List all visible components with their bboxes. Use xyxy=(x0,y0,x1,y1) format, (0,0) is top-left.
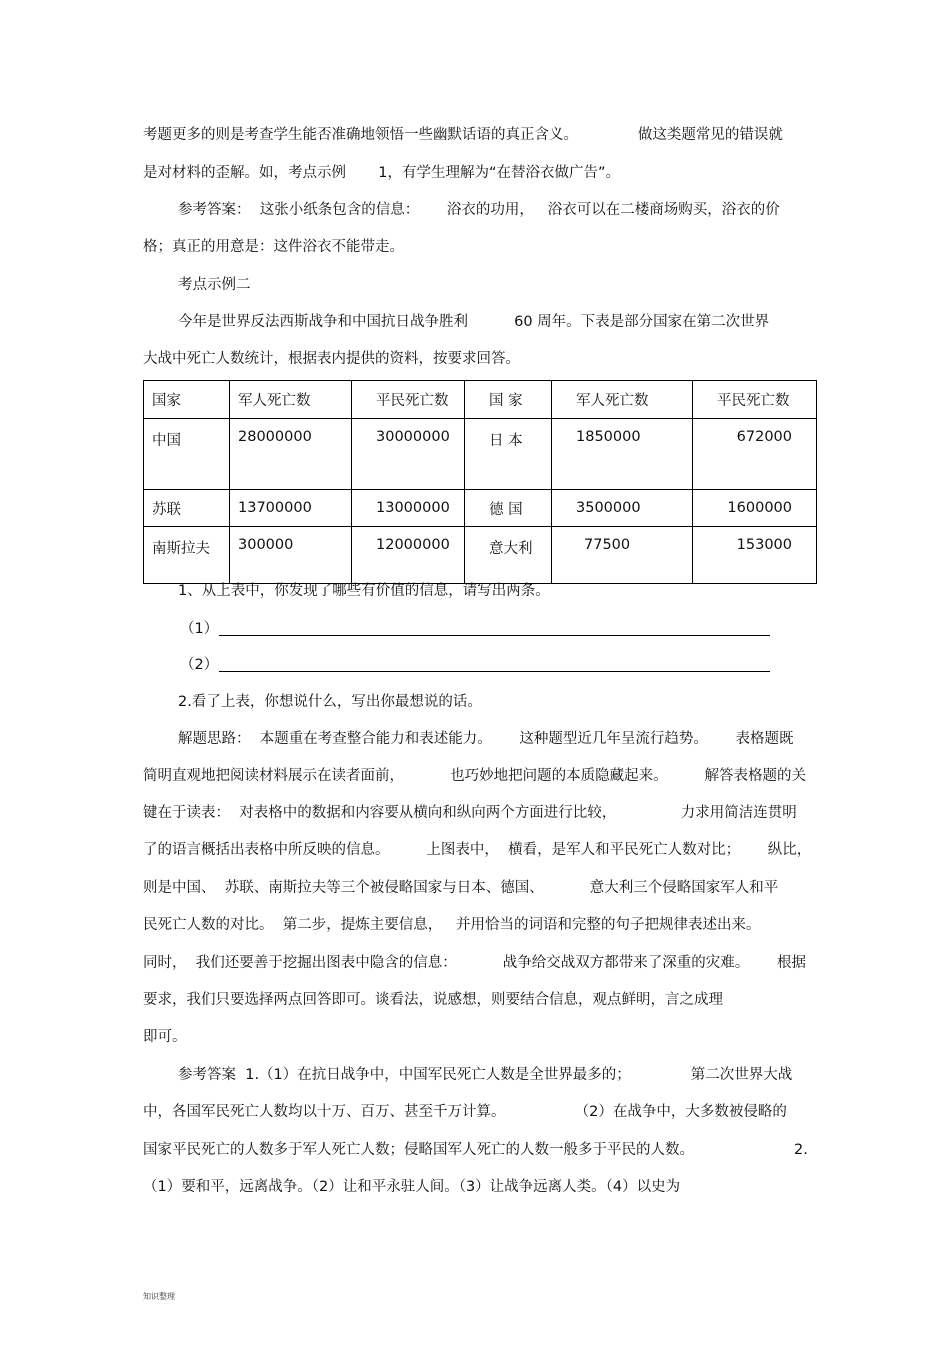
table-cell: 南斯拉夫 xyxy=(144,527,230,584)
table-header: 平民死亡数 xyxy=(693,381,817,419)
answer-line-number: 2. xyxy=(794,1142,808,1158)
paragraph-line: 今年是世界反法西斯战争和中国抗日战争胜利 60 周年。下表是部分国家在第二次世界 xyxy=(178,314,770,330)
table-cell: 3500000 xyxy=(552,490,693,527)
analysis-line: 同时， 我们还要善于挖掘出图表中隐含的信息： 战争给交战双方都带来了深重的灾难。 根据 xyxy=(143,955,806,971)
table-cell: 中国 xyxy=(144,419,230,490)
paragraph-line: 格；真正的用意是：这件浴衣不能带走。 xyxy=(143,239,404,255)
section-heading: 考点示例二 xyxy=(178,277,251,293)
table-header: 国家 xyxy=(144,381,230,419)
blank-label-1: （1） xyxy=(180,621,219,637)
analysis-line: 解题思路： 本题重在考查整合能力和表述能力。 这种题型近几年呈流行趋势。 表格题既 xyxy=(178,731,794,747)
answer-line: 国家平民死亡的人数多于军人死亡人数；侵略国军人死亡的人数一般多于平民的人数。 xyxy=(143,1142,694,1158)
table-row xyxy=(144,419,817,490)
table-header: 平民死亡数 xyxy=(352,381,465,419)
analysis-line: 民死亡人数的对比。 第二步，提炼主要信息， 并用恰当的词语和完整的句子把规律表述出来。 xyxy=(143,917,761,933)
table-cell: 13000000 xyxy=(352,490,465,527)
answer-blank-2[interactable] xyxy=(219,671,770,672)
death-toll-table xyxy=(143,380,817,584)
table-cell: 300000 xyxy=(230,527,352,584)
table-row xyxy=(144,490,817,527)
answer-line: （1）要和平，远离战争。（2）让和平永驻人间。（3）让战争远离人类。（4）以史为 xyxy=(143,1179,681,1195)
paragraph-line: 是对材料的歪解。如，考点示例 1，有学生理解为“在替浴衣做广告”。 xyxy=(143,165,621,181)
table-cell: 德 国 xyxy=(465,490,552,527)
analysis-line: 了的语言概括出表格中所反映的信息。 上图表中， 横看，是军人和平民死亡人数对比； 纵比， xyxy=(143,842,812,858)
paragraph-line: 参考答案： 这张小纸条包含的信息： 浴衣的功用， 浴衣可以在二楼商场购买，浴衣的价 xyxy=(178,202,780,218)
table-cell: 672000 xyxy=(693,419,817,490)
table-cell: 日 本 xyxy=(465,419,552,490)
table-cell: 12000000 xyxy=(352,527,465,584)
table-header: 军人死亡数 xyxy=(552,381,693,419)
table-header-row xyxy=(144,381,817,419)
analysis-line: 要求，我们只要选择两点回答即可。谈看法，说感想，则要结合信息，观点鲜明，言之成理 xyxy=(143,992,723,1008)
table-cell: 77500 xyxy=(552,527,693,584)
table-cell: 153000 xyxy=(693,527,817,584)
table-cell: 意大利 xyxy=(465,527,552,584)
answer-blank-1[interactable] xyxy=(219,635,770,636)
table-header: 军人死亡数 xyxy=(230,381,352,419)
table-cell: 1600000 xyxy=(693,490,817,527)
analysis-line: 则是中国、 苏联、南斯拉夫等三个被侵略国家与日本、德国、 意大利三个侵略国家军人和平 xyxy=(143,880,779,896)
question-2: 2.看了上表，你想说什么，写出你最想说的话。 xyxy=(178,694,482,710)
table-row xyxy=(144,527,817,584)
table-cell: 13700000 xyxy=(230,490,352,527)
page-footer: 知识整理 xyxy=(143,1292,175,1301)
question-1: 1、从上表中，你发现了哪些有价值的信息，请写出两条。 xyxy=(178,583,550,599)
answer-line: 参考答案 1.（1）在抗日战争中，中国军民死亡人数是全世界最多的； 第二次世界大战 xyxy=(178,1067,793,1083)
table-header: 国 家 xyxy=(465,381,552,419)
analysis-line: 简明直观地把阅读材料展示在读者面前， 也巧妙地把问题的本质隐藏起来。 解答表格题的关 xyxy=(143,768,806,784)
table-cell: 28000000 xyxy=(230,419,352,490)
table-cell: 30000000 xyxy=(352,419,465,490)
table-cell: 苏联 xyxy=(144,490,230,527)
paragraph-line: 大战中死亡人数统计，根据表内提供的资料，按要求回答。 xyxy=(143,351,520,367)
blank-label-2: （2） xyxy=(180,657,219,673)
answer-line: 中，各国军民死亡人数均以十万、百万、甚至千万计算。 （2）在战争中，大多数被侵略的 xyxy=(143,1104,787,1120)
analysis-line: 即可。 xyxy=(143,1029,187,1045)
table-cell: 1850000 xyxy=(552,419,693,490)
analysis-line: 键在于读表： 对表格中的数据和内容要从横向和纵向两个方面进行比较， 力求用简洁连贯明 xyxy=(143,805,797,821)
paragraph-line: 考题更多的则是考查学生能否准确地领悟一些幽默话语的真正含义。 做这类题常见的错误就 xyxy=(143,127,783,143)
